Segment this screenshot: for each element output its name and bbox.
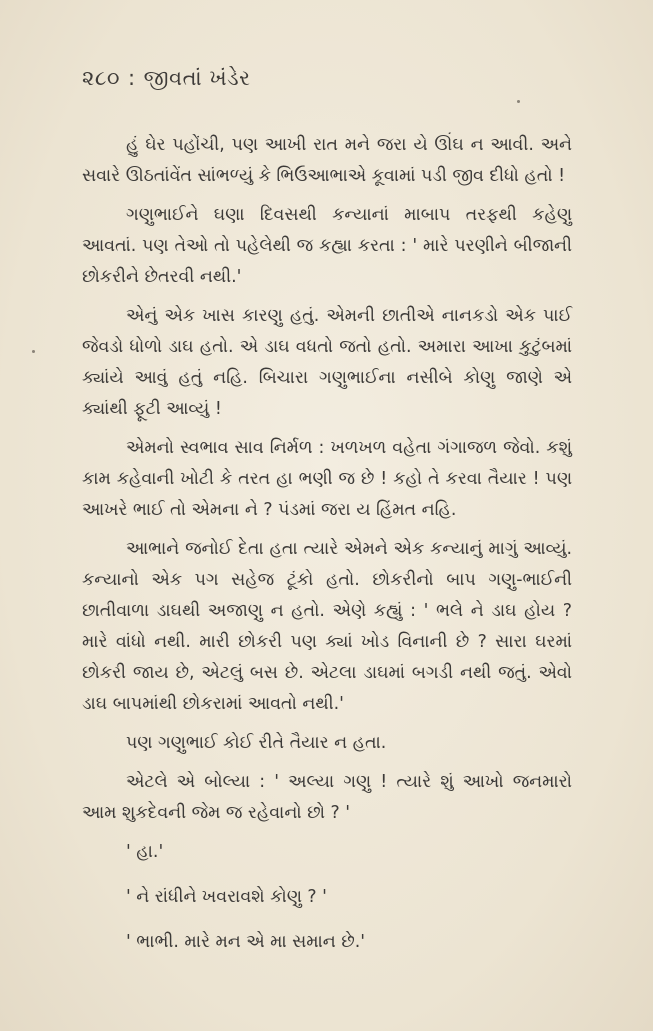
- dialogue-line: ' હા.': [126, 842, 164, 862]
- header-separator: :: [128, 66, 136, 90]
- paper-speck: [517, 100, 520, 103]
- running-header: [82, 66, 251, 91]
- dialogue-line: ' ભાભી. મારે મન એ મા સમાન છે.': [126, 932, 366, 952]
- paragraph: એનું એક ખાસ કારણુ હતું. એમની છાતીએ નાનકડો એક પાઈ જેવડો ધોળો ડાઘ હતો. એ ડાઘ વધતો જતો હતો. અમારા આખા કુટુંબમાં ક્યાંયે આવું હતું નહિ. બિચારા ગણુભાઈના નસીબે કોણુ જાણે એ ક્યાંથી ફૂટી આવ્યું !: [82, 306, 572, 419]
- page-number: ૨૮૦: [82, 66, 121, 90]
- dialogue-line: ' ને રાંધીને ખવરાવશે કોણુ ? ': [126, 887, 327, 907]
- paragraph: આભાને જનોઈ દેતા હતા ત્યારે એમને એક કન્યાનું માગું આવ્યું. કન્યાનો એક પગ સહેજ ટૂંકો હતો. છોકરીનો બાપ ગણુ-ભાઈની છાતીવાળા ડાઘથી અજાણુ ન હતો. એણે કહ્યું : ' ભલે ને ડાઘ હોય ? મારે વાંધો નથી. મારી છોકરી પણ ક્યાં ખોડ વિનાની છે ? સારા ઘરમાં છોકરી જાય છે, એટલું બસ છે. એટલા ડાઘમાં બગડી નથી જતું. એવો ડાઘ બાપમાંથી છોકરામાં આવતો નથી.': [82, 539, 572, 714]
- paragraph: પણ ગણુભાઈ કોઈ રીતે તૈયાર ન હતા.: [126, 733, 387, 753]
- paragraph: હું ઘેર પહોંચી, પણ આખી રાત મને જરા યે ઊંઘ ન આવી. અને સવારે ઊઠતાંવેંત સાંભળ્યું કે ભિઉઆભાએ કૂવામાં પડી જીવ દીધો હતો !: [82, 135, 572, 186]
- paragraph: એટલે એ બોલ્યા : ' અલ્યા ગણુ ! ત્યારે શું આખો જનમારો આમ શુકદેવની જેમ જ રહેવાનો છો ? ': [82, 772, 572, 823]
- book-title: જીવતાં ખંડેર: [143, 66, 251, 90]
- body-text: [82, 130, 572, 972]
- paragraph: ગણુભાઈને ઘણા દિવસથી કન્યાનાં માબાપ તરફથી કહેણુ આવતાં. પણ તેઓ તો પહેલેથી જ કહ્યા કરતા : ' મારે પરણીને બીજાની છોકરીને છેતરવી નથી.': [82, 205, 572, 287]
- paragraph: એમનો સ્વભાવ સાવ નિર્મળ : ખળખળ વહેતા ગંગાજળ જેવો. કશું કામ કહેવાની ખોટી કે તરત હા ભણી જ છે ! કહો તે કરવા તૈયાર ! પણ આખરે ભાઈ તો એમના ને ? પંડમાં જરા ય હિંમત નહિ.: [82, 438, 572, 520]
- paper-speck: [32, 350, 35, 353]
